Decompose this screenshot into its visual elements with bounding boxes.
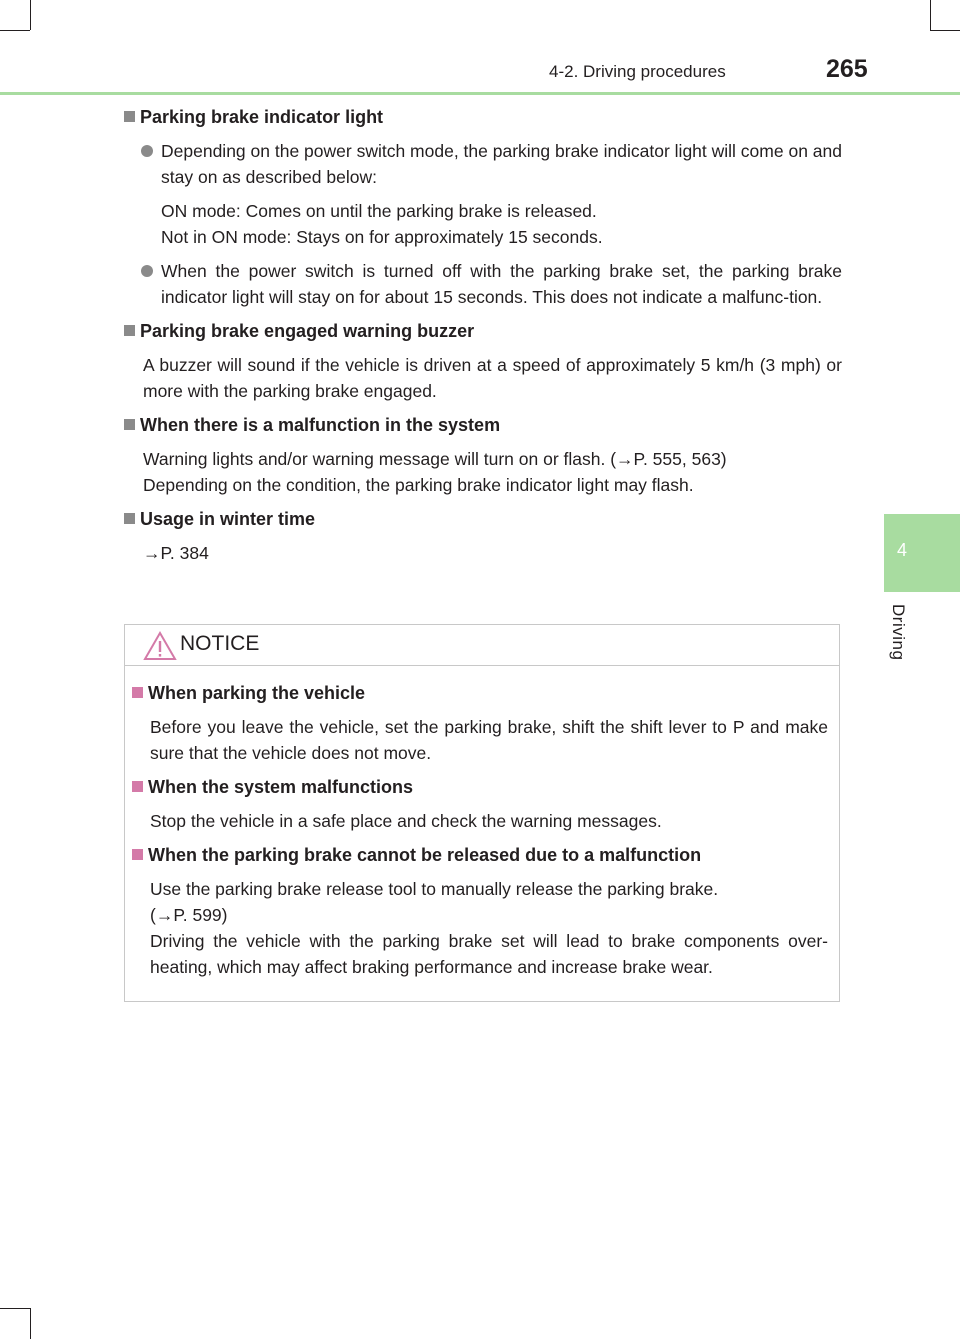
square-bullet-icon — [124, 419, 135, 430]
round-bullet-icon — [141, 145, 153, 157]
paragraph: Stop the vehicle in a safe place and check the warning messages. — [150, 811, 662, 831]
square-bullet-icon — [124, 513, 135, 524]
square-bullet-icon — [124, 325, 135, 336]
warning-triangle-icon — [143, 631, 177, 661]
notice-heading: When the system malfunctions — [132, 774, 828, 800]
section-heading: Parking brake indicator light — [124, 104, 842, 130]
notice-body — [132, 680, 828, 988]
notice-heading: When parking the vehicle — [132, 680, 828, 706]
page-header — [0, 0, 960, 100]
section-heading: When there is a malfunction in the system — [124, 412, 842, 438]
page-reference-link[interactable]: Warning lights and/or warning message will turn on or flash. (→P. 555, 563) — [143, 449, 727, 469]
mode-description: ON mode: Comes on until the parking brake is released. Not in ON mode: Stays on for approximately 15 seconds. — [161, 201, 603, 247]
paragraph: Warning lights and/or warning message will turn on or flash. (→P. 555, 563) Depending on the condition, the parking brake indicator light may flash. — [124, 446, 842, 498]
notice-header — [125, 625, 839, 666]
section-title: 4-2. Driving procedures — [549, 62, 726, 81]
paragraph: Before you leave the vehicle, set the parking brake, shift the shift lever to P and make sure that the vehicle does not move. — [150, 717, 828, 763]
header-divider — [0, 92, 960, 95]
page-reference-link[interactable]: →P. 384 — [143, 543, 209, 563]
main-content — [124, 104, 842, 574]
notice-heading: When the parking brake cannot be released due to a malfunction — [132, 842, 828, 868]
crop-mark — [30, 1308, 31, 1339]
square-bullet-icon — [132, 687, 143, 698]
bullet-item: When the power switch is turned off with the parking brake set, the parking brake indicator light will stay on for about 15 seconds. This does not indicate a malfunc-tion. — [124, 258, 842, 310]
square-bullet-icon — [132, 781, 143, 792]
bullet-item: Depending on the power switch mode, the parking brake indicator light will come on and stay on as described below: — [124, 138, 842, 190]
page-reference-link[interactable]: (→P. 599) — [150, 905, 228, 925]
crop-mark — [0, 1308, 30, 1309]
paragraph: Use the parking brake release tool to manually release the parking brake. (→P. 599) Driving the vehicle with the parking brake set will lead to brake components over-heating, which may affect braking performance and increase brake wear. — [150, 879, 828, 977]
round-bullet-icon — [141, 265, 153, 277]
notice-title: NOTICE — [180, 632, 260, 655]
chapter-label: Driving — [889, 604, 908, 661]
paragraph: A buzzer will sound if the vehicle is driven at a speed of approximately 5 km/h (3 mph) or more with the parking brake engaged. — [143, 355, 842, 401]
square-bullet-icon — [124, 111, 135, 122]
page-number: 265 — [826, 55, 868, 83]
section-heading: Usage in winter time — [124, 506, 842, 532]
chapter-number: 4 — [896, 540, 907, 560]
square-bullet-icon — [132, 849, 143, 860]
section-heading: Parking brake engaged warning buzzer — [124, 318, 842, 344]
chapter-tab[interactable] — [884, 514, 960, 592]
notice-box — [124, 624, 840, 1002]
